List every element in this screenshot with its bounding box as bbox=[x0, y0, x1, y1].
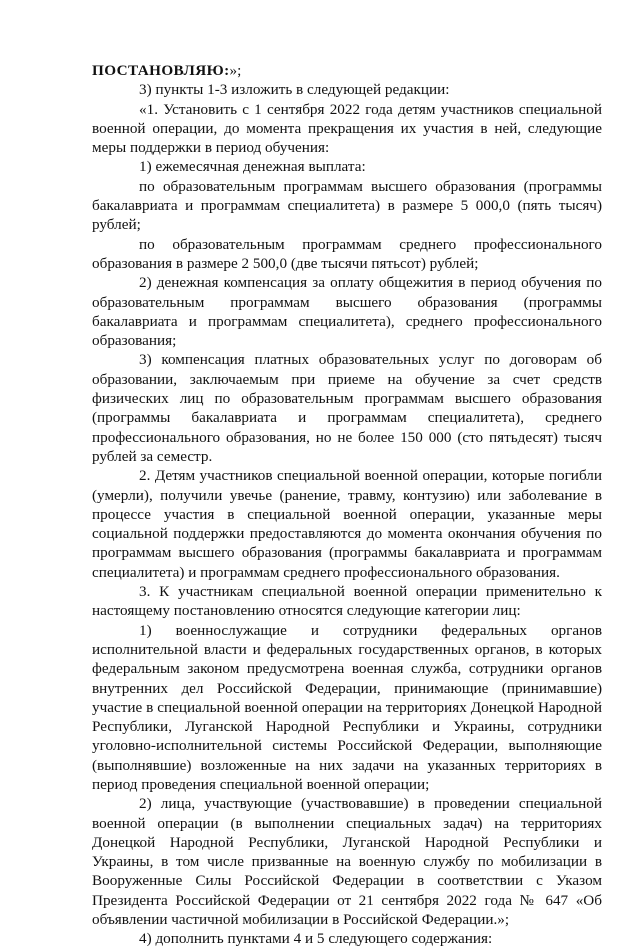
paragraph-category-2: 2) лица, участвующие (участвовавшие) в проведении специальной военной операции (в выполнении специальных задач) на территориях Донецкой Народной Республики, Луганской Народной Республики и Украины, в том числе призванные на военную службу по мобилизации в Вооруженные Силы Российской Федерации в соответствии с Указом Президента Российской Федерации от 21 сентября 2022 года № 647 «Об объявлении частичной мобилизации в Российской Федерации.»; bbox=[92, 795, 602, 929]
paragraph-item-2: 2. Детям участников специальной военной операции, которые погибли (умерли), получили увечье (ранение, травму, контузию) или заболевание в процессе участия в специальной военной операции, указанные меры социальной поддержки предоставляются до момента окончания обучения по программам высшего образования (программы бакалавриата и программам специалитета) и программам среднего профессионального образования. bbox=[92, 467, 602, 581]
paragraph-monthly-payment: 1) ежемесячная денежная выплата: bbox=[139, 158, 366, 176]
document-page bbox=[92, 61, 602, 949]
decree-heading-tail: »; bbox=[229, 62, 242, 79]
paragraph-secondary-education: по образовательным программам среднего профессионального образования в размере 2 500,0 (две тысячи пятьсот) рублей; bbox=[92, 235, 602, 272]
decree-heading-bold: ПОСТАНОВЛЯЮ: bbox=[92, 62, 230, 79]
paragraph-add-items: 4) дополнить пунктами 4 и 5 следующего содержания: bbox=[139, 930, 493, 948]
paragraph-amend-items: 3) пункты 1-3 изложить в следующей редакции: bbox=[139, 81, 450, 99]
paragraph-item-1: «1. Установить с 1 сентября 2022 года детям участников специальной военной операции, до момента прекращения их участия в ней, следующие меры поддержки в период обучения: bbox=[92, 100, 602, 157]
paragraph-item-3: 3. К участникам специальной военной операции применительно к настоящему постановлению относятся следующие категории лиц: bbox=[92, 583, 602, 620]
paragraph-tuition-compensation: 3) компенсация платных образовательных услуг по договорам об образовании, заключаемым при приеме на обучение за счет средств физических лиц по образовательным программам высшего образования (программы бакалавриата и программам специалитета), среднего профессионального образования, но не более 150 000 (сто пятьдесят) тысяч рублей за семестр. bbox=[92, 351, 602, 465]
paragraph-category-1: 1) военнослужащие и сотрудники федеральных органов исполнительной власти и федеральных государственных органов, в которых федеральным законом предусмотрена военная служба, сотрудники органов внутренних дел Российской Федерации, принимающие (принимавшие) участие в специальной военной операции на территориях Донецкой Народной Республики, Луганской Народной Республики и Украины, сотрудники уголовно-исполнительной системы Российской Федерации, выполняющие (выполнявшие) возложенные на них задачи на указанных территориях в период проведения специальной военной операции; bbox=[92, 621, 602, 793]
decree-heading bbox=[92, 61, 602, 80]
paragraph-dormitory-compensation: 2) денежная компенсация за оплату общежития в период обучения по образовательным программам высшего образования (программы бакалавриата и программам специалитета), среднего профессионального образования; bbox=[92, 274, 602, 350]
paragraph-higher-education: по образовательным программам высшего образования (программы бакалавриата и программам специалитета) в размере 5 000,0 (пять тысяч) рублей; bbox=[92, 177, 602, 234]
